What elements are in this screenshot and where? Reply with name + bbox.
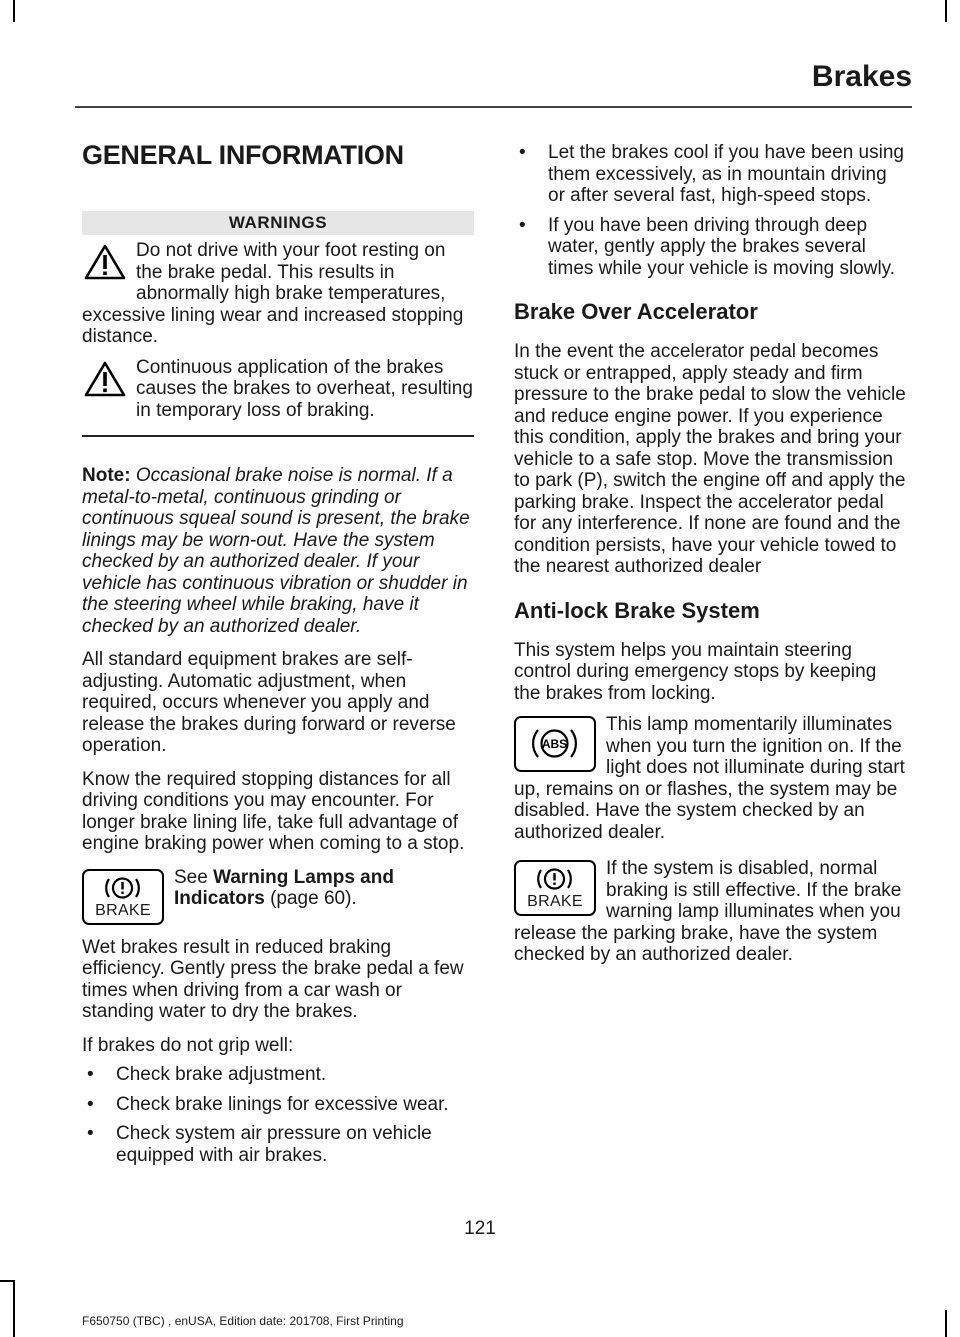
paragraph: Know the required stopping distances for all driving conditions you may encounter. For longer brake lining life, take full advantage of engine braking power when coming to a stop. [82, 768, 465, 854]
see-suffix: (page 60). [264, 888, 357, 909]
paragraph: If the system is disabled, normal braking is still effective. If the brake warning lamp illuminates when you release the parking brake, have the system checked by an authorized dealer. [514, 858, 902, 965]
paragraph: Wet brakes result in reduced braking efficiency. Gently press the brake pedal a few times when driving from a car wash or standing water to dry the brakes. [82, 936, 464, 1022]
list-item: • Check brake linings for excessive wear. [82, 1094, 474, 1116]
subsection-heading: Anti-lock Brake System [514, 597, 760, 623]
warnings-box [82, 211, 474, 437]
brake-icon-label: BRAKE [95, 901, 151, 919]
brake-warning-lamp-icon [514, 860, 596, 916]
warning-triangle-icon [84, 244, 126, 280]
see-prefix: See [174, 866, 214, 888]
paragraph: In the event the accelerator pedal becomes stuck or entrapped, apply steady and firm pressure to the brake pedal to slow the vehicle and reduce engine power. If you experience this condition, apply the brakes and bring your vehicle to a safe stop. Move the transmission to park (P), switch the engine off and apply the parking brake. Inspect the accelerator pedal for any interference. If none are found and the condition persists, have your vehicle towed to the nearest authorized dealer [514, 341, 906, 577]
list-item: • Let the brakes cool if you have been using them excessively, as in mountain driving or after several fast, high-speed stops. [514, 142, 906, 207]
list-item: • If you have been driving through deep water, gently apply the brakes several times while your vehicle is moving slowly. [514, 215, 906, 280]
paragraph: This system helps you maintain steering control during emergency stops by keeping the brakes from locking. [514, 639, 877, 704]
crop-mark [945, 0, 947, 22]
note-text: Occasional brake noise is normal. If a metal-to-metal, continuous grinding or continuous squeal sound is present, the brake linings may be worn-out. Have the system checked by an authorized dealer. If your vehicle has continuous vibration or shudder in the steering wheel while braking, have it checked by an authorized dealer. [82, 465, 470, 637]
footer-text: F650750 (TBC) , enUSA, Edition date: 201708, First Printing [82, 1314, 404, 1328]
warning-text: Continuous application of the brakes causes the brakes to overheat, resulting in temporary loss of braking. [136, 356, 473, 421]
note-paragraph [82, 465, 474, 637]
brake-warning-lamp-icon [82, 869, 164, 925]
crop-mark [945, 1310, 947, 1337]
warnings-title: WARNINGS [82, 211, 474, 235]
page-title: Brakes [811, 60, 912, 93]
paragraph: This lamp momentarily illuminates when you turn the ignition on. If the light does not illuminate during start up, remains on or flashes, the system may be disabled. Have the system checked by an authorized dealer. [514, 714, 905, 843]
paragraph: If brakes do not grip well: [82, 1034, 294, 1056]
abs-warning-lamp-icon [514, 716, 596, 772]
crop-mark [13, 0, 15, 22]
warning-item [82, 240, 474, 348]
paragraph: All standard equipment brakes are self-adjusting. Automatic adjustment, when required, occurs whenever you apply and release the brakes during forward or reverse operation. [82, 649, 456, 756]
page-header [0, 60, 912, 94]
note-label: Note: [82, 465, 131, 486]
brake-lamp-info [514, 858, 906, 966]
subsection-heading: Brake Over Accelerator [514, 299, 758, 324]
section-heading: GENERAL INFORMATION [82, 140, 404, 170]
crop-mark [0, 1280, 15, 1282]
abs-icon-label: ABS [541, 737, 568, 751]
list-item: • Check brake adjustment. [82, 1064, 474, 1086]
abs-lamp-info [514, 714, 906, 843]
right-column [514, 142, 906, 966]
header-divider [75, 106, 912, 108]
see-link[interactable]: Warning Lamps and Indicators [174, 866, 394, 909]
warning-text: Do not drive with your foot resting on the brake pedal. This results in abnormally high brake temperatures, excessive lining wear and increased stopping distance. [82, 240, 464, 347]
warning-triangle-icon [84, 361, 126, 397]
bullet-list [514, 142, 906, 279]
see-reference [82, 867, 474, 931]
crop-mark [13, 1280, 15, 1337]
list-item: • Check system air pressure on vehicle equipped with air brakes. [82, 1123, 474, 1166]
bullet-list [82, 1064, 474, 1166]
warning-item [82, 357, 474, 422]
brake-icon-label: BRAKE [527, 893, 583, 910]
page-number: 121 [464, 1218, 496, 1239]
warnings-divider [82, 435, 474, 437]
left-column [82, 140, 474, 1166]
